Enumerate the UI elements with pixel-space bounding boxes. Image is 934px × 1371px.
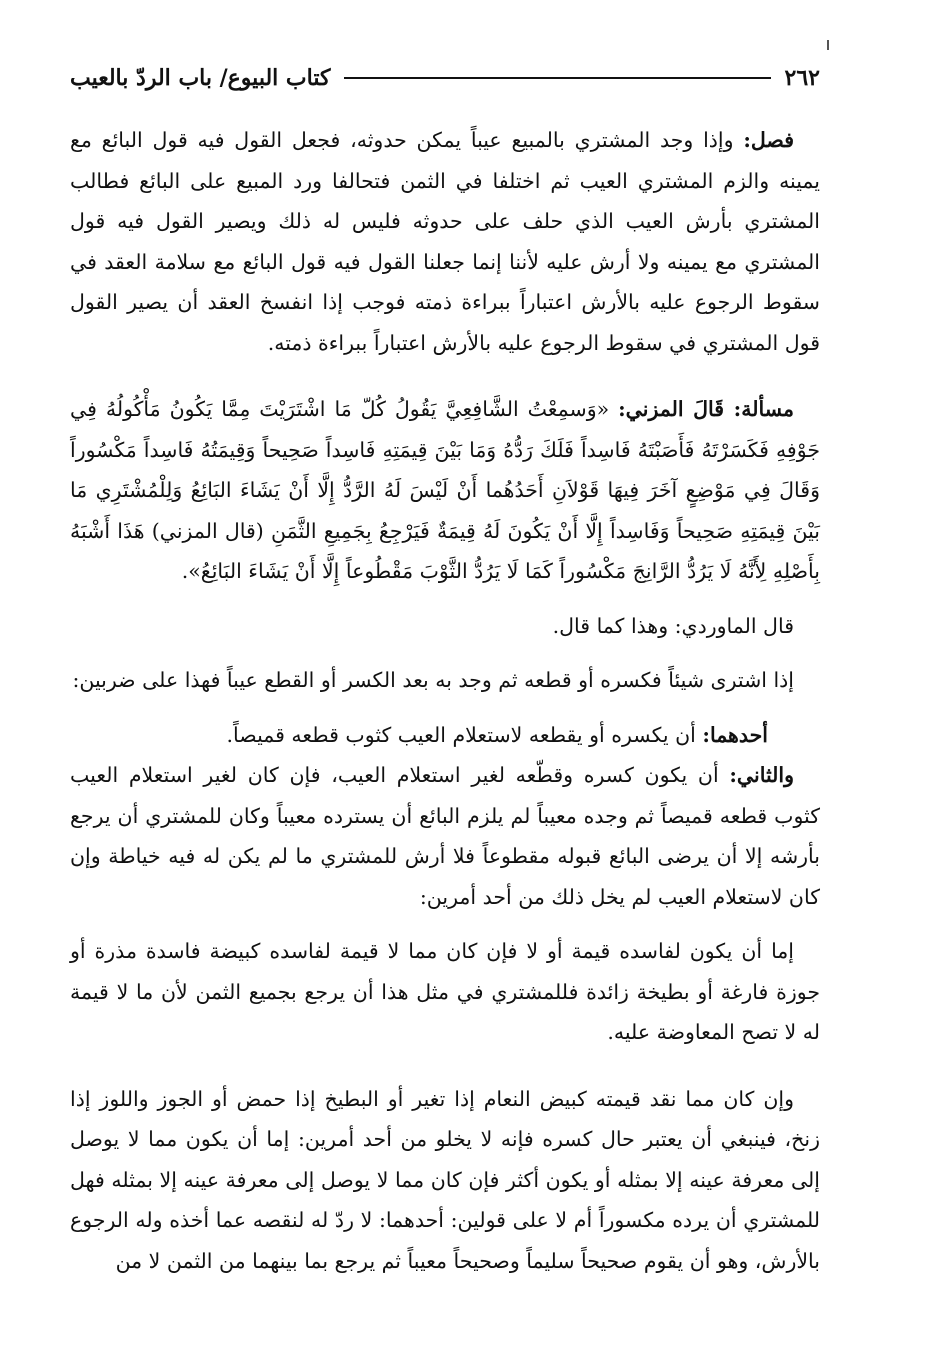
paragraph-text: أن يكون كسره وقطّعه لغير استعلام العيب، فإن كان لغير استعلام العيب كثوب قطعه قميصاً ثم وجده معيباً لم يلزم البائع أن يسترده معيباً وكان للمشتري أن يرجع بأرشه إلا أن يرضى البائع قبوله مقطوعاً فلا أرش للمشتري ما لم يكن له فيه خياطة وإن كان لاستعلام العيب لم يخل ذلك من أحد أمرين: — [70, 763, 820, 909]
page-header — [70, 60, 820, 96]
paragraph-mawardi — [70, 606, 820, 647]
paragraph-text: وإن كان مما نقد قيمته كبيض النعام إذا تغير أو البطيخ إذا حمض أو الجوز واللوز إذا زنخ، فينبغي أن يعتبر حال كسره فإنه لا يخلو من أحد أمرين: إما أن يكون مما لا يوصل إلى معرفة عينه إلا بمثله أو يكون أكثر فإن كان مما لا يوصل إلى معرفة عينه إلا بمثله فهل للمشتري أن يرده مكسوراً أم لا على قولين: أحدهما: لا ردّ له لنقصه عما أخذه وله الرجوع بالأرش، وهو أن يقوم صحيحاً سليماً وصحيحاً معيباً ثم يرجع بما بينهما من الثمن لا من — [70, 1086, 820, 1273]
running-title: كتاب البيوع/ باب الردّ بالعيب — [70, 65, 331, 91]
header-rule — [344, 77, 770, 79]
paragraph-masala — [70, 389, 820, 592]
paragraph-lead: أحدهما: — [702, 722, 768, 747]
book-page — [70, 60, 820, 1281]
paragraph-wa-in-kana — [70, 1079, 820, 1282]
paragraph-text: «وَسمِعْتُ الشَّافِعِيَّ يَقُولُ كُلّ مَا اشْتَرَيْتَ مِمَّا يَكُونُ مَأْكُولُهُ فِي جَوْفِهِ فَكَسَرْتَهُ فَأَصَبْتَهُ فَاسِداً فَلَكَ رَدُّهُ وَمَا بَيْنَ قِيمَتِهِ فَاسِداً صَحِيحاً وَقِيمَتُهُ فَاسِداً مَكْسُوراً وَقَالَ فِي مَوْضِعٍ آخَرَ فِيهَا قَوْلاَنِ أَحَدُهُما أَنْ لَيْسَ لَهُ الرَّدُّ إِلَّا أَنْ يَشَاءَ البَائِعُ وَلِلْمُشْتَرِي مَا بَيْنَ قِيمَتِهِ صَحِيحاً وَفَاسِداً إِلَّا أَنْ يَكُونَ لَهُ قِيمَةٌ فَيَرْجِعُ بِجَمِيعِ الثَّمَنِ (قال المزني) هَذَا أَشْبَهُ بِأَصْلِهِ لِأَنَّهُ لَا يَرُدُّ الرَّانِجَ مَكْسُوراً كَمَا لَا يَرُدُّ الثَّوْبَ مَقْطُوعاً إِلَّا أَنْ يَشَاءَ البَائِعُ». — [70, 397, 820, 583]
paragraph-text: أن يكسره أو يقطعه لاستعلام العيب كثوب قطعه قميصاً. — [226, 722, 703, 747]
paragraph-text: إذا اشترى شيئاً فكسره أو قطعه ثم وجد به بعد الكسر أو القطع عيباً فهذا على ضربين: — [72, 668, 794, 692]
paragraph-imma — [70, 931, 820, 1053]
page-number: ٢٦٢ — [784, 65, 820, 91]
paragraph-text: وإذا وجد المشتري بالمبيع عيباً يمكن حدوثه، فجعل القول فيه قول البائع مع يمينه والزم المشتري العيب ثم اختلفا في الثمن فتحالفا ورد المبيع على البائع فطالب المشتري بأرش العيب الذي حلف على حدوثه فليس له ذلك ويصير القول فيه قول المشتري مع يمينه ولا أرش عليه لأننا إنما جعلنا القول فيه قول البائع مع سلامة العقد في سقوط الرجوع عليه بالأرش اعتباراً ببراءة ذمته فوجب إذا انفسخ العقد أن يصير القول قول المشتري في سقوط الرجوع عليه بالأرش اعتباراً ببراءة ذمته. — [70, 128, 820, 355]
paragraph-lead: والثاني: — [729, 763, 794, 787]
paragraph-text: إما أن يكون لفاسده قيمة أو لا فإن كان مما لا قيمة لفاسده كبيضة فاسدة مذرة أو جوزة فارغة أو بطيخة زائدة فللمشتري في مثل هذا أن يرجع بجميع الثمن لأن ما لا قيمة له لا تصح المعاوضة عليه. — [70, 939, 820, 1044]
paragraph-darbayn — [70, 660, 820, 701]
paragraph-text: قال الماوردي: وهذا كما قال. — [552, 613, 794, 638]
paragraph-ahaduhuma — [70, 715, 820, 756]
page-body — [70, 120, 820, 1281]
paragraph-thani — [70, 755, 820, 917]
paragraph-fasl — [70, 120, 820, 363]
paragraph-lead: مسألة: قَالَ المزني: — [618, 397, 794, 421]
corner-mark — [827, 40, 829, 50]
paragraph-lead: فصل: — [743, 128, 794, 152]
